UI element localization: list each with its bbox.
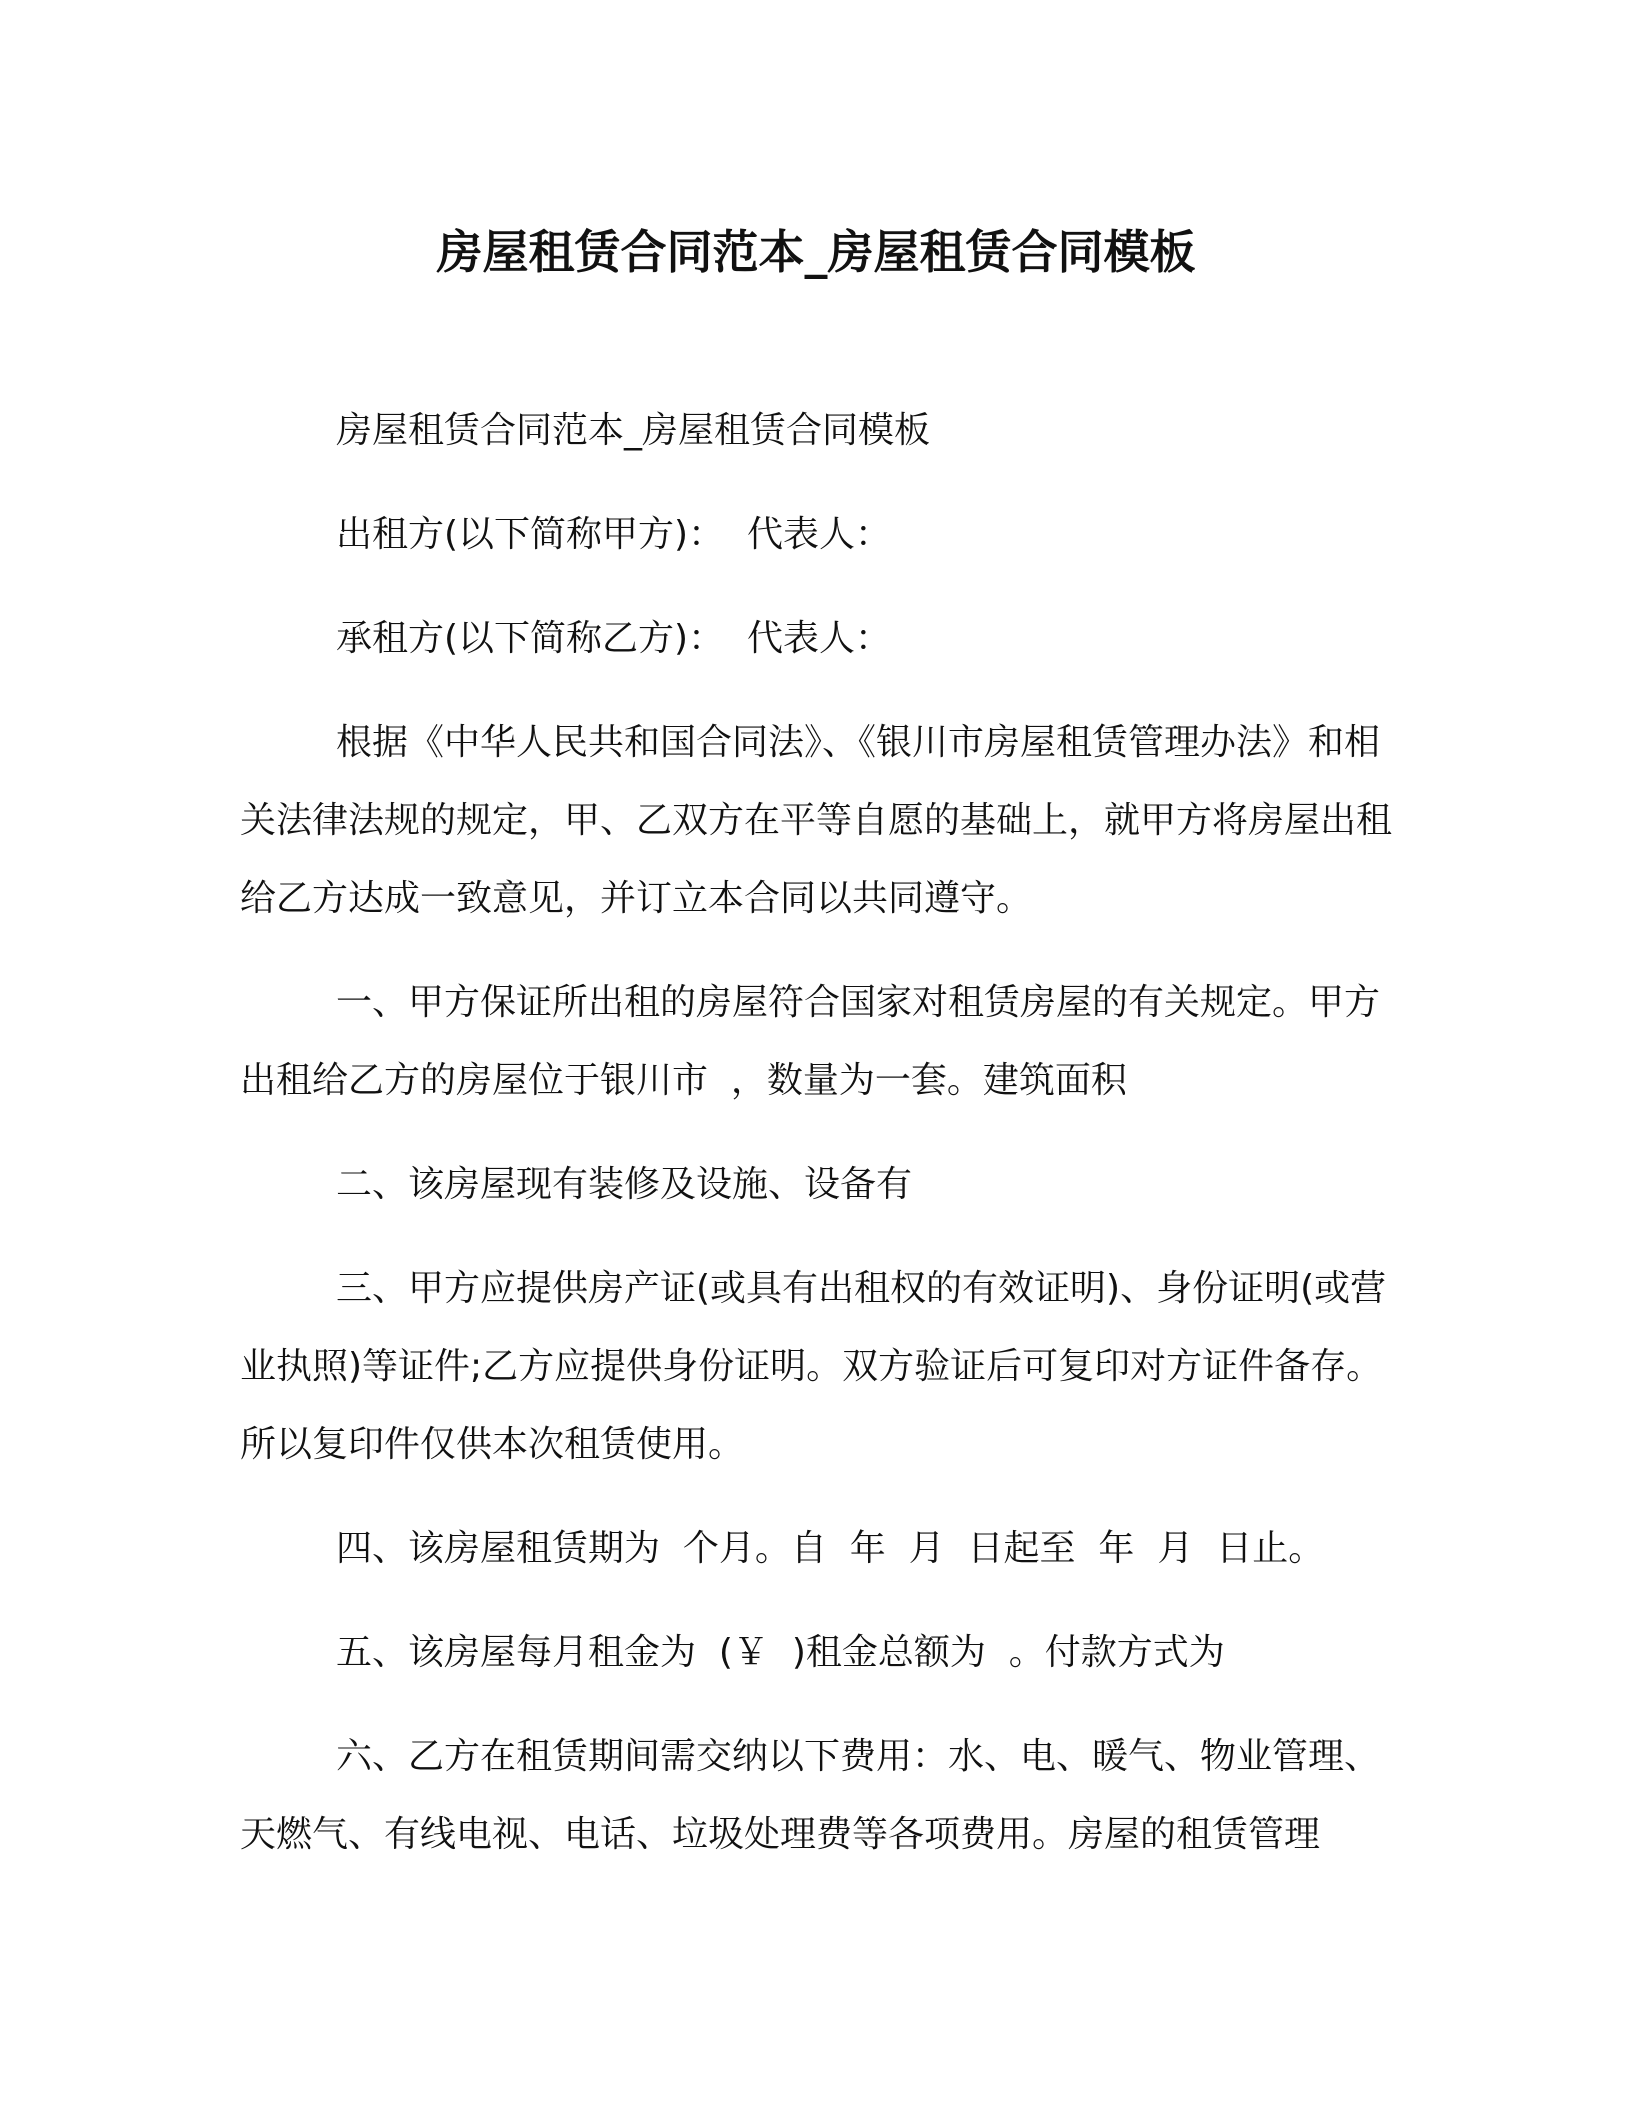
paragraph-preamble: 根据《中华人民共和国合同法》、《银川市房屋租赁管理办法》和相关法律法规的规定，甲、乙双方在平等自愿的基础上，就甲方将房屋出租给乙方达成一致意见，并订立本合同以共同遵守。 (240, 722, 1393, 919)
paragraph-clause-3: 三、甲方应提供房产证(或具有出租权的有效证明)、身份证明(或营业执照)等证件;乙方应提供身份证明。双方验证后可复印对方证件备存。所以复印件仅供本次租赁使用。 (240, 1268, 1387, 1465)
document-title: 房屋租赁合同范本_房屋租赁合同模板 (436, 225, 1196, 279)
paragraph-lessor: 出租方(以下简称甲方)： 代表人： (336, 514, 891, 555)
paragraph-clause-2: 二、该房屋现有装修及设施、设备有 (336, 1164, 913, 1205)
paragraph-clause-5: 五、该房屋每月租金为 (￥ )租金总额为 。付款方式为 (336, 1632, 1225, 1673)
document-body (240, 392, 1400, 1900)
paragraph-clause-4: 四、该房屋租赁期为 个月。自 年 月 日起至 年 月 日止。 (336, 1528, 1325, 1569)
paragraph-subtitle: 房屋租赁合同范本_房屋租赁合同模板 (336, 410, 931, 451)
paragraph-clause-1: 一、甲方保证所出租的房屋符合国家对租赁房屋的有关规定。甲方出租给乙方的房屋位于银川市 ，数量为一套。建筑面积 (240, 982, 1381, 1101)
paragraph-lessee: 承租方(以下简称乙方)： 代表人： (336, 618, 891, 659)
paragraph-clause-6: 六、乙方在租赁期间需交纳以下费用：水、电、暖气、物业管理、天燃气、有线电视、电话、垃圾处理费等各项费用。房屋的租赁管理 (240, 1736, 1381, 1855)
